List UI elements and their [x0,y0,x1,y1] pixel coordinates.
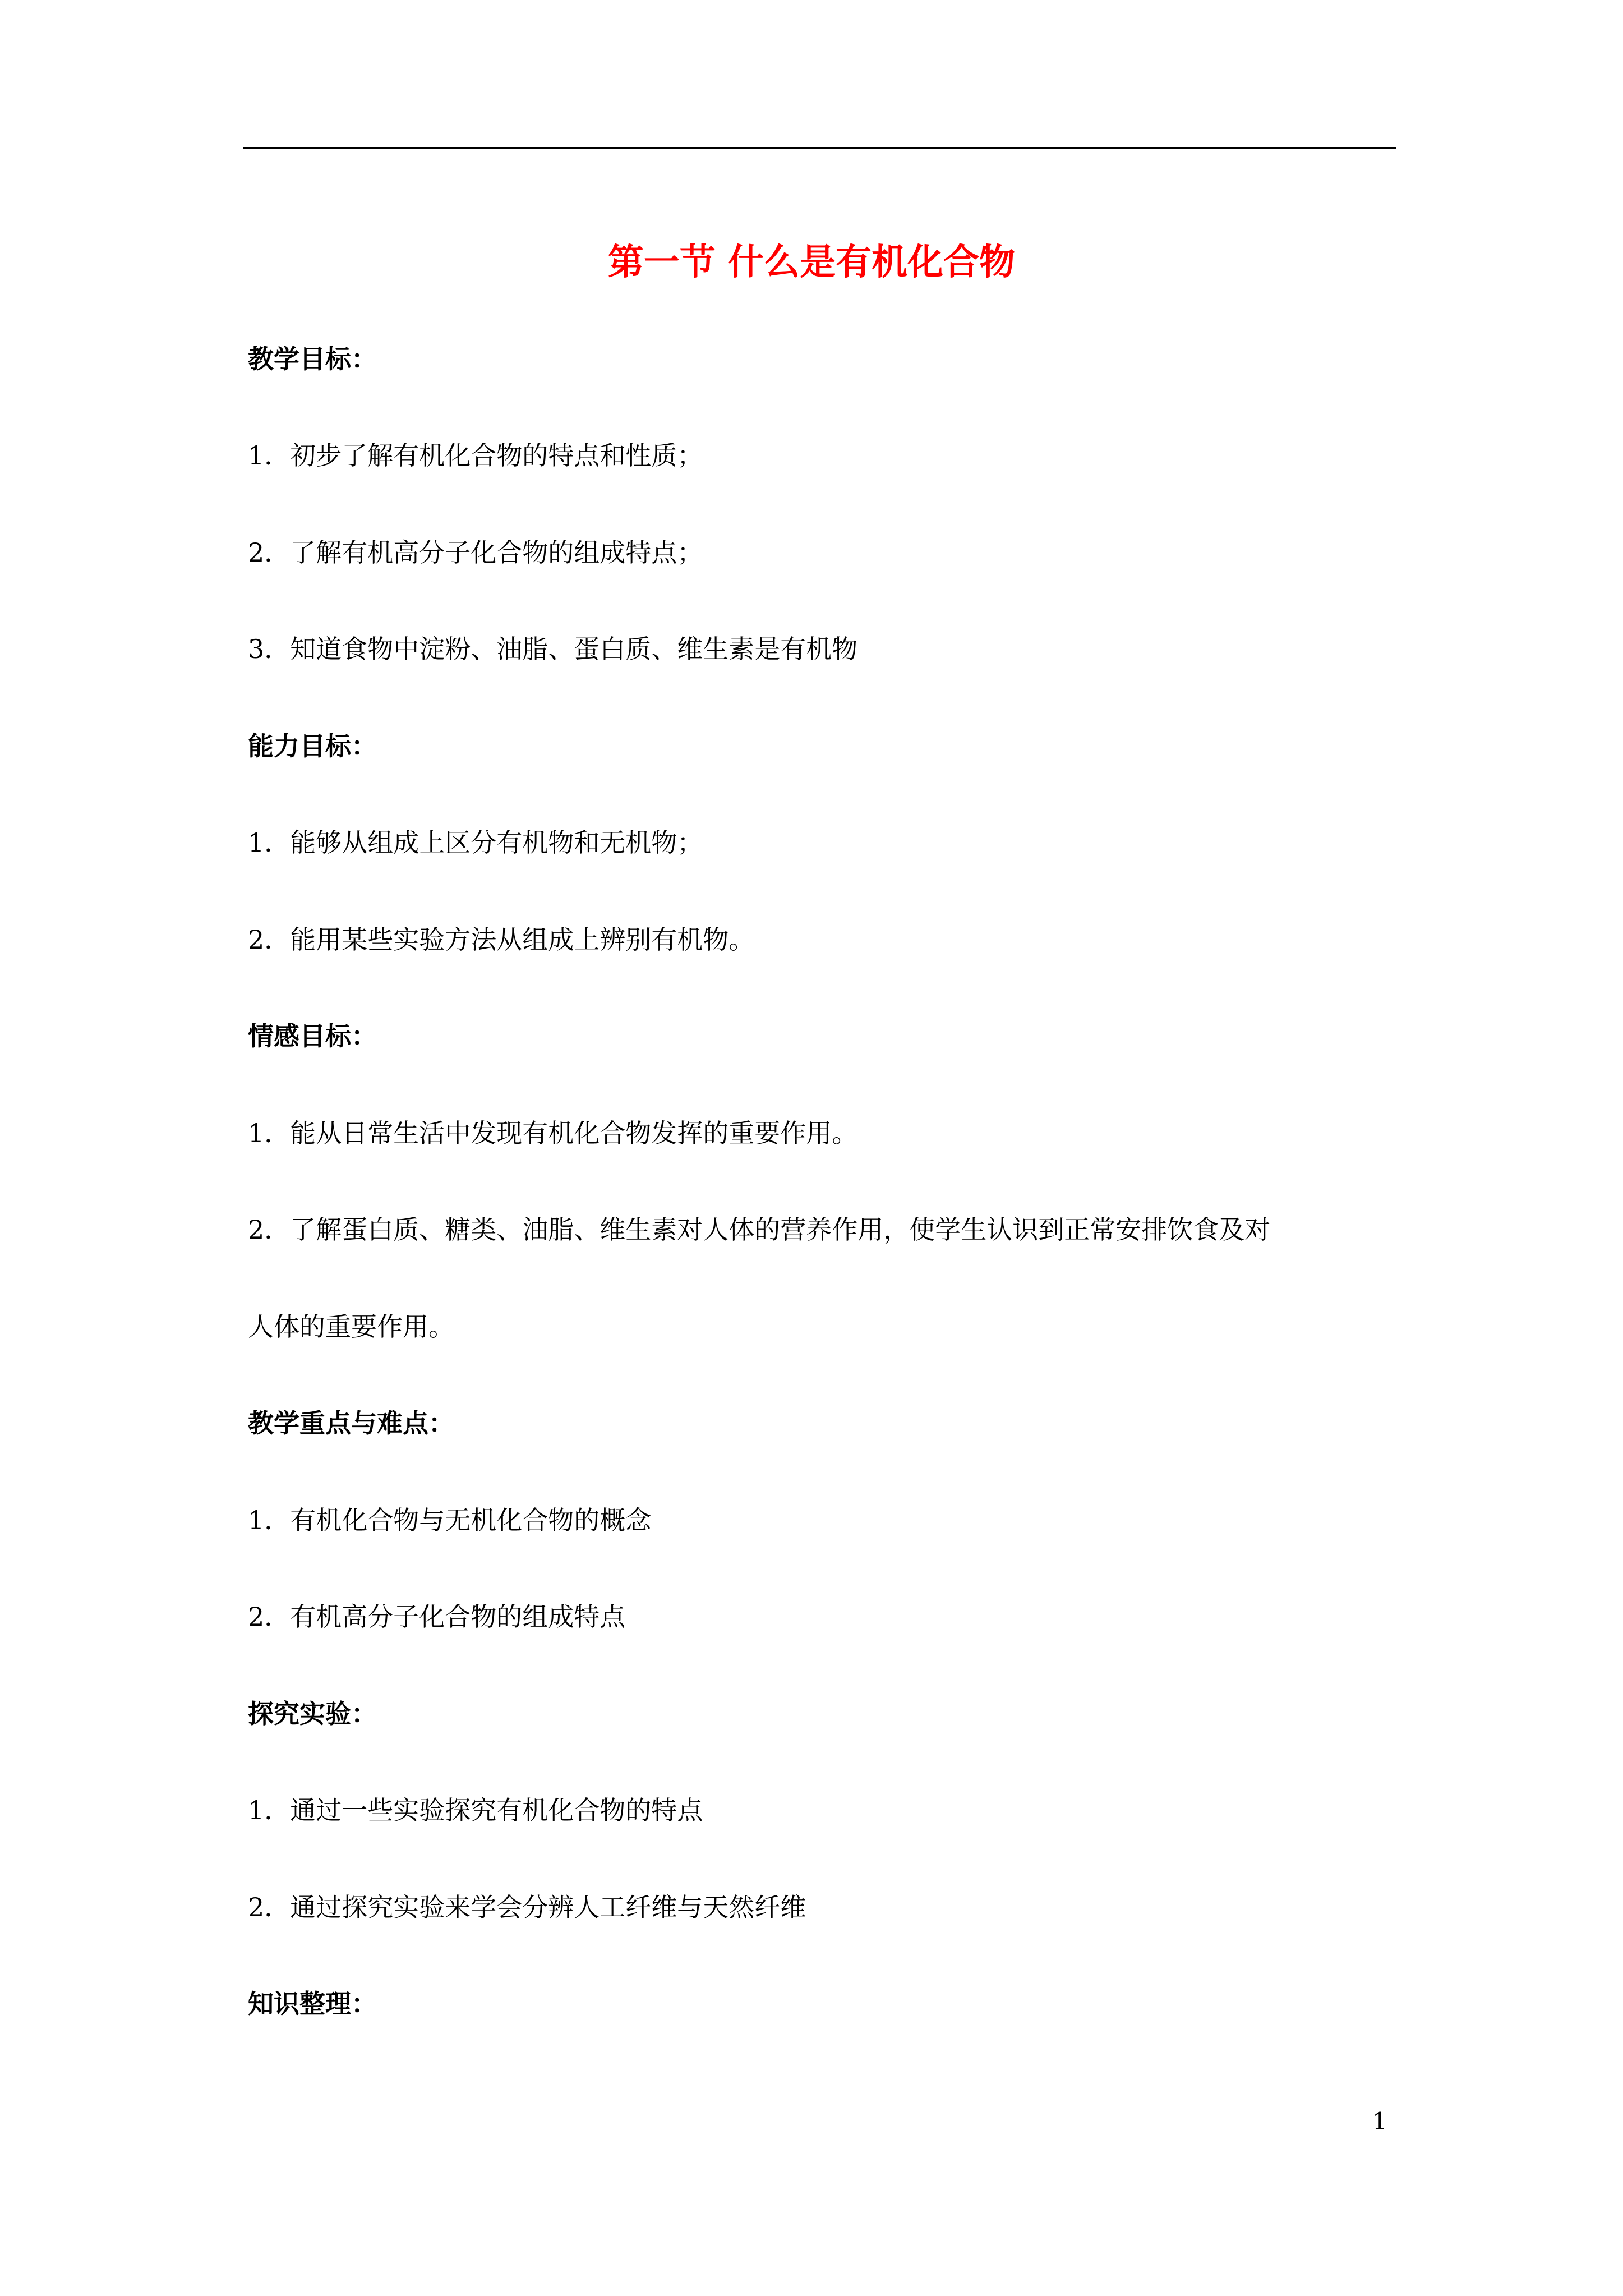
list-item: 1．能从日常生活中发现有机化合物发挥的重要作用。 [248,1118,858,1148]
page-number: 1 [1372,2108,1387,2135]
section-heading-ability-goals: 能力目标： [248,731,377,761]
list-item: 2．有机高分子化合物的组成特点 [248,1602,626,1632]
list-item: 2．了解有机高分子化合物的组成特点； [248,537,703,568]
section-heading-teaching-goals: 教学目标： [248,344,377,374]
header-rule [243,147,1396,149]
list-item: 2．了解蛋白质、糖类、油脂、维生素对人体的营养作用，使学生认识到正常安排饮食及对 [248,1214,1271,1245]
document-title: 第一节 什么是有机化合物 [607,241,1016,283]
section-heading-key-points: 教学重点与难点： [248,1408,454,1438]
list-item-continuation: 人体的重要作用。 [248,1312,454,1342]
list-item: 3．知道食物中淀粉、油脂、蛋白质、维生素是有机物 [248,634,858,664]
section-heading-knowledge-summary: 知识整理： [248,1989,377,2019]
list-item: 1．通过一些实验探究有机化合物的特点 [248,1795,703,1825]
list-item: 1．初步了解有机化合物的特点和性质； [248,440,703,471]
section-heading-experiments: 探究实验： [248,1699,377,1729]
list-item: 1．有机化合物与无机化合物的概念 [248,1505,652,1535]
list-item: 1．能够从组成上区分有机物和无机物； [248,827,703,858]
section-heading-emotion-goals: 情感目标： [248,1021,377,1051]
list-item: 2．能用某些实验方法从组成上辨别有机物。 [248,924,755,955]
list-item: 2．通过探究实验来学会分辨人工纤维与天然纤维 [248,1892,806,1922]
